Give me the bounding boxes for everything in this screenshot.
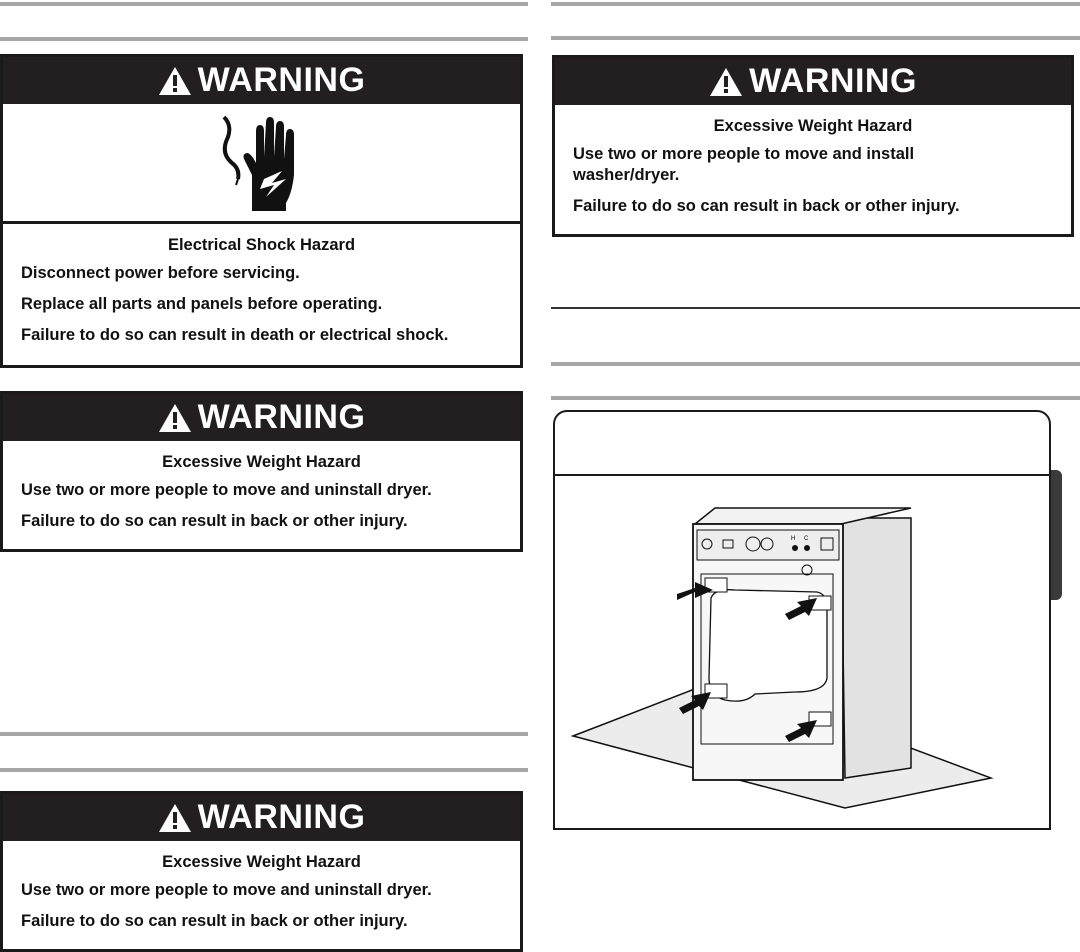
warning-body bbox=[3, 453, 520, 532]
dryer-front-screws-diagram bbox=[555, 478, 1049, 828]
warning-excessive-weight-install bbox=[552, 55, 1074, 237]
section-rule bbox=[551, 2, 1080, 6]
warning-line: Disconnect power before servicing. bbox=[21, 264, 300, 282]
warning-header bbox=[3, 57, 520, 104]
section-divider bbox=[551, 307, 1080, 309]
panel-label-h: H bbox=[791, 536, 796, 542]
section-rule bbox=[0, 732, 528, 736]
section-rule bbox=[0, 37, 528, 41]
section-rule bbox=[551, 362, 1080, 366]
warning-triangle-icon bbox=[709, 67, 743, 97]
warning-electrical-shock bbox=[0, 54, 523, 368]
warning-header bbox=[555, 58, 1071, 105]
warning-header-text: WARNING bbox=[749, 62, 917, 100]
warning-excessive-weight bbox=[0, 391, 523, 552]
dryer-figure bbox=[553, 410, 1051, 830]
warning-excessive-weight bbox=[0, 791, 523, 952]
section-rule bbox=[0, 768, 528, 772]
warning-line: Failure to do so can result in back or other injury. bbox=[21, 912, 408, 930]
warning-header-text: WARNING bbox=[197, 61, 366, 99]
section-rule bbox=[551, 396, 1080, 400]
hazard-title: Electrical Shock Hazard bbox=[167, 236, 356, 254]
warning-body bbox=[555, 117, 1071, 217]
warning-line: washer/dryer. bbox=[573, 166, 680, 184]
warning-line: Replace all parts and panels before operating. bbox=[21, 295, 383, 313]
hazard-title: Excessive Weight Hazard bbox=[162, 453, 361, 471]
hazard-title: Excessive Weight Hazard bbox=[713, 117, 913, 135]
warning-header bbox=[3, 394, 520, 441]
warning-line: Failure to do so can result in death or electrical shock. bbox=[21, 326, 449, 344]
warning-header-text: WARNING bbox=[197, 798, 366, 836]
warning-body bbox=[3, 236, 520, 346]
warning-line: Failure to do so can result in back or other injury. bbox=[21, 512, 408, 530]
warning-triangle-icon bbox=[158, 66, 192, 96]
panel-label-c: C bbox=[804, 536, 809, 542]
warning-header bbox=[3, 794, 520, 841]
warning-line: Failure to do so can result in back or other injury. bbox=[573, 197, 960, 215]
warning-triangle-icon bbox=[158, 803, 192, 833]
figure-divider bbox=[555, 474, 1049, 476]
warning-line: Use two or more people to move and uninstall dryer. bbox=[21, 481, 432, 499]
electrical-shock-hand-icon bbox=[202, 113, 322, 213]
warning-body bbox=[3, 853, 520, 932]
section-rule bbox=[551, 36, 1080, 40]
figure-shadow bbox=[1050, 470, 1062, 600]
warning-header-text: WARNING bbox=[197, 398, 366, 436]
warning-triangle-icon bbox=[158, 403, 192, 433]
warning-line: Use two or more people to move and uninstall dryer. bbox=[21, 881, 432, 899]
hazard-title: Excessive Weight Hazard bbox=[162, 853, 361, 871]
hazard-icon-area bbox=[3, 104, 520, 224]
warning-line: Use two or more people to move and install bbox=[573, 145, 915, 163]
section-rule bbox=[0, 2, 528, 6]
